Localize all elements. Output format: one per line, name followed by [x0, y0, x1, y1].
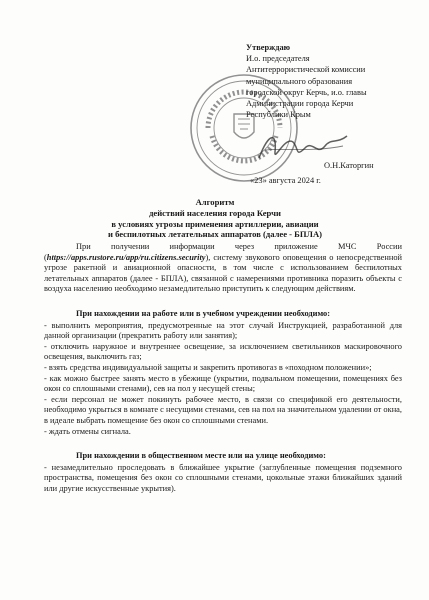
list-item: - ждать отмены сигнала. — [44, 426, 131, 436]
intro-paragraph: При получении информации через приложение МЧС России (https://apps.rustore.ru/app/ru.citizens.security), систему звукового оповещения о непосредственной угрозе ракетной и авиационной опасности, в том числе с использованием беспилотных летательных аппаратов (далее - БПЛА), связанной с намерениями противника поразить объекты с воздуха населению необходимо незамедлительно приступить к следующим действиям. — [44, 242, 402, 294]
document-body — [44, 242, 402, 494]
approval-date: «23» августа 2024 г. — [250, 175, 321, 185]
list-item: - незамедлительно проследовать в ближайшее укрытие (заглубленные помещения подземного пространства, помещения без окон со сплошными стенами, цокольные этажи ближайших зданий или другие искусственные укрытия). — [44, 462, 402, 493]
approval-line: муниципального образования — [246, 76, 353, 86]
section-title-public: При нахождении в общественном месте или на улице необходимо: — [76, 451, 326, 461]
list-item: - выполнить мероприятия, предусмотренные на этот случай Инструкцией, разработанной для данной организации (прекратить работу или занятия); — [44, 320, 402, 341]
list-item: - взять средства индивидуальной защиты и закрепить противогаз в «походном положении»; — [44, 362, 372, 372]
approval-line: городской округ Керчь, и.о. главы — [246, 87, 367, 97]
section-title-work: При нахождении на работе или в учебном учреждении необходимо: — [76, 308, 331, 318]
list-item: - если персонал не может покинуть рабочее место, в связи со спецификой его деятельности, необходимо укрыться в комнате с несущими стенами, сев на пол на значительном удалении от окна, в идеале выбрать помещение без окон со сплошными стенами. — [44, 394, 402, 425]
app-link[interactable]: https://apps.rustore.ru/app/ru.citizens.security — [46, 252, 206, 262]
approval-title: Утверждаю — [246, 43, 291, 52]
heading-line: Алгоритм — [195, 197, 235, 207]
document-heading — [30, 197, 400, 240]
heading-line: в условиях угрозы применения артиллерии, авиации — [111, 218, 319, 229]
heading-line: и беспилотных летательных аппаратов (далее - БПЛА) — [107, 229, 323, 240]
approval-line: Администрации города Керчи — [246, 99, 354, 109]
list-item: - отключить наружное и внутреннее освещение, за исключением светильников маскировочного освещения, выключить газ; — [44, 341, 402, 362]
approval-line: Антитеррористической комиссии — [246, 65, 366, 75]
list-item: - как можно быстрее занять место в убежище (укрытии, подвальном помещении, помещениях без окон со сплошными стенами), сев на пол у несущей стены; — [44, 373, 402, 394]
signer-name: О.Н.Каторгин — [324, 161, 374, 171]
signature-icon — [255, 128, 350, 166]
approval-line: И.о. председателя — [246, 54, 310, 64]
approval-line: Республики Крым — [246, 110, 311, 120]
heading-line: действий населения города Керчи — [149, 207, 281, 218]
